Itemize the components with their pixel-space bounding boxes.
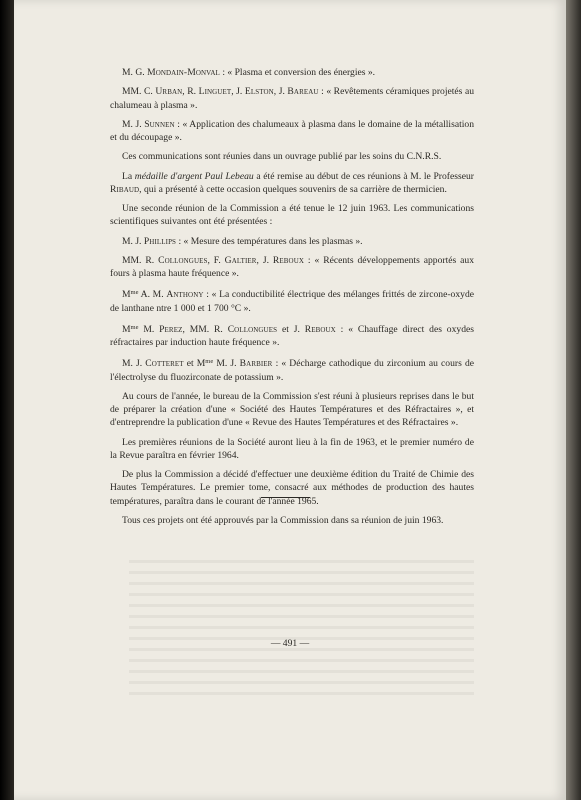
paragraph bbox=[110, 66, 474, 79]
text-run: et J. bbox=[277, 323, 305, 335]
person-name: Collongues bbox=[158, 254, 208, 266]
text-run: Au cours de l'année, le bureau de la Commission s'est réuni à plusieurs reprises dans le but de préparer la création d'une « Société des Hautes Températures et des Réfractaires », et d'entreprendre la publication d'une « Revue des Hautes Températures et des Réfractaires ». bbox=[110, 390, 474, 429]
person-name: Anthony bbox=[166, 289, 204, 301]
bleed-through-text bbox=[129, 560, 474, 700]
paragraph bbox=[110, 355, 474, 383]
text-run: Les premières réunions de la Société auront lieu à la fin de 1963, et le premier numéro de la Revue paraîtra en février 1964. bbox=[110, 436, 474, 461]
scan-edge-left bbox=[0, 0, 14, 800]
person-name: Phillips bbox=[143, 235, 177, 247]
text-run: me bbox=[205, 358, 214, 366]
section-end-rule bbox=[261, 497, 310, 498]
paragraph bbox=[110, 202, 474, 228]
paragraph bbox=[110, 468, 474, 508]
text-run: a été remise au début de ces réunions à M. le Professeur bbox=[253, 170, 474, 182]
text-run: , J. bbox=[256, 254, 273, 266]
person-name: Sunnen bbox=[144, 118, 175, 130]
text-run: M. bbox=[138, 323, 160, 335]
person-name: Mondain-Monval bbox=[147, 67, 220, 78]
text-run: M. J. bbox=[122, 118, 145, 130]
text-run: , R. bbox=[182, 86, 199, 98]
text-run: et M bbox=[183, 358, 206, 370]
person-name: Bareau bbox=[287, 86, 319, 98]
text-run: : « Plasma et conversion des énergies ». bbox=[219, 67, 376, 78]
text-run: De plus la Commission a décidé d'effectuer une deuxième édition du Traité de Chimie des Hautes Températures. Le premier tome, consacré aux méthodes de production des hautes températures, paraîtra dans le courant de l'année 1965. bbox=[110, 469, 474, 507]
paragraph bbox=[110, 286, 474, 314]
paragraph bbox=[110, 235, 474, 248]
text-run: MM. R. bbox=[122, 254, 159, 266]
text-run: La bbox=[122, 170, 135, 182]
person-name: Galtier bbox=[224, 254, 257, 266]
document-page bbox=[14, 0, 566, 800]
text-run: : « Revêtements céramiques projetés au chalumeau à plasma ». bbox=[110, 86, 475, 111]
person-name: Cotteret bbox=[145, 358, 184, 370]
text-run: M bbox=[122, 289, 131, 301]
text-run: M. J. bbox=[122, 235, 144, 247]
text-run: : « Récents développements apportés aux fours à plasma haute fréquence ». bbox=[110, 254, 474, 280]
paragraph bbox=[110, 150, 474, 163]
text-run: médaille d'argent Paul Lebeau bbox=[134, 170, 254, 182]
text-run: me bbox=[130, 289, 139, 297]
text-run: A. M. bbox=[138, 289, 167, 301]
text-run: , MM. R. bbox=[182, 323, 228, 335]
text-run: : « Application des chalumeaux à plasma dans le domaine de la métallisation et du découpage ». bbox=[110, 118, 474, 143]
person-name: Reboux bbox=[304, 323, 336, 335]
text-run: : « Mesure des températures dans les plasmas ». bbox=[176, 235, 363, 247]
text-run: M. G. bbox=[122, 67, 148, 78]
text-run: me bbox=[130, 323, 139, 331]
person-name: Barbier bbox=[239, 358, 273, 370]
text-run: , J. bbox=[231, 86, 245, 98]
text-run: Ces communications sont réunies dans un ouvrage publié par les soins du C.N.R.S. bbox=[122, 151, 442, 163]
text-run: M. J. bbox=[213, 358, 240, 370]
person-name: Ribaud bbox=[110, 183, 140, 195]
paragraph bbox=[110, 254, 474, 280]
text-run: : « Chauffage direct des oxydes réfractaires par induction haute fréquence ». bbox=[110, 323, 474, 349]
page-number: — 491 — bbox=[270, 638, 310, 649]
text-run: M bbox=[122, 323, 131, 335]
scan-edge-right bbox=[566, 0, 581, 800]
text-run: MM. C. bbox=[122, 86, 156, 98]
person-name: Linguet bbox=[198, 86, 232, 98]
text-run: Tous ces projets ont été approuvés par la Commission dans sa réunion de juin 1963. bbox=[122, 514, 444, 526]
paragraph bbox=[110, 85, 474, 111]
person-name: Collongues bbox=[227, 323, 278, 335]
person-name: Elston bbox=[244, 86, 274, 98]
text-run: Une seconde réunion de la Commission a été tenue le 12 juin 1963. Les communications scientifiques suivantes ont été présentées : bbox=[110, 203, 474, 228]
text-run: , qui a présenté à cette occasion quelques souvenirs de sa carrière de thermicien. bbox=[139, 183, 447, 195]
body-text bbox=[110, 66, 474, 533]
text-run: , F. bbox=[207, 254, 225, 266]
paragraph bbox=[110, 118, 474, 144]
text-run: M. J. bbox=[122, 358, 146, 370]
text-run: , J. bbox=[273, 86, 288, 98]
person-name: Urban bbox=[155, 86, 183, 98]
paragraph bbox=[110, 514, 474, 527]
text-run: : « La conductibilité électrique des mélanges frittés de zircone-oxyde de lanthane ntre 1 000 et 1 700 °C ». bbox=[110, 289, 474, 314]
paragraph bbox=[110, 390, 474, 430]
text-run: : « Décharge cathodique du zirconium au cours de l'électrolyse du fluozirconate de potassium ». bbox=[110, 358, 474, 383]
paragraph bbox=[110, 170, 474, 196]
person-name: Perez bbox=[159, 323, 183, 335]
paragraph bbox=[110, 436, 474, 462]
person-name: Reboux bbox=[272, 254, 305, 266]
paragraph bbox=[110, 321, 474, 349]
